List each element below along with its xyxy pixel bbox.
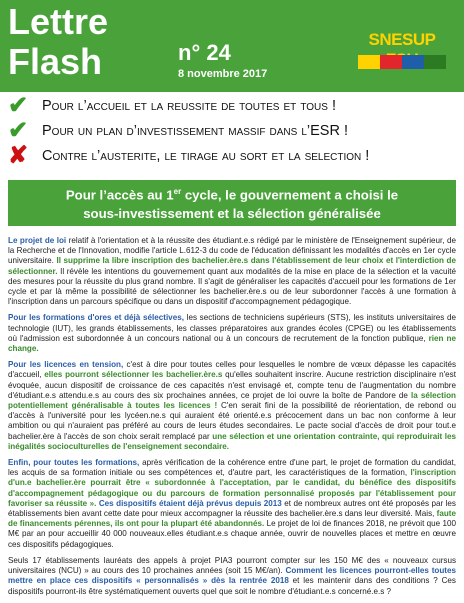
- logo-text: SNESUP: [368, 30, 436, 49]
- paragraph-text: Il révèle les intentions du gouvernement quant aux modalités de la mise en place de la sélection et la vacuité des mesures pour la réussite du plus grand nombre. Il s'agit de généraliser les capacités d'accueil pour les formations de 1er cycle et par là même la possibilité de sélectionner les bachelier.ère.s ou de leur subordonner l'accès à une formation à l'inscription dans un parcours spécifique ou dans un dispositif d'accompagnement pédagogique.: [8, 266, 456, 307]
- paragraph-text: C'en serait fini de la possibilité de réorientation, de rebond ou d'accès à l'université pour les lycéen.ne.s qui auraient été orienté.e.s précocement dans un bac non conforme à leur ambition ou qui n'auraient pas préféré au cours de leurs études secondaires. Le pacte social d'accès de droit pour tout.e bachelier.ère à l'accès de son choix serait remplacé par: [8, 401, 457, 441]
- paragraph-text: relatif à l'orientation et à la réussite des étudiant.e.s rédigé par le ministère de l'Enseignement supérieur, de la Recherche et de l'Innovation, modifie l'article L.612-3 du code de l'éducation définissant les modalités d'accès en 1er cycle universitaire.: [8, 236, 457, 266]
- article-paragraph: [8, 236, 456, 307]
- paragraph-text: c'est à dire pour toutes celles pour lesquelles le nombre de vœux dépasse les capacités d'accueil,: [8, 360, 456, 380]
- issue-date: 8 novembre 2017: [178, 68, 268, 80]
- highlighted-text: une sélection et une orientation contrainte, qui reproduirait les inégalités socioculturelles de l'enseignement secondaire.: [8, 431, 457, 451]
- slogan-text: Contre l’austerite, le tirage au sort et la selection !: [42, 148, 370, 164]
- logo-stripe-yellow: [358, 55, 380, 69]
- article-paragraph: [8, 556, 456, 597]
- paragraph-text: qu'elles souhaitent inscrire. Aucune restriction disciplinaire n'est évoquée, aucun dispositif de croissance de ces capacités n'est envisagé et, compte tenu de l'augmentation du nombre d'étudiant.e.s attendu.e.s au cours des six prochaines années, ce projet de loi ouvre la boîte de Pandore de: [8, 370, 456, 400]
- article-paragraph: [8, 360, 456, 452]
- logo-stripe-blue: [402, 55, 424, 69]
- highlighted-text: rien ne change.: [8, 333, 456, 354]
- highlighted-text: Il supprime la libre inscription des bachelier.ère.s dans l'établissement de leur choix et l'interdiction de sélectionner.: [8, 256, 456, 276]
- slogan-text: Pour un plan d’investissement massif dans l’ESR !: [42, 123, 348, 139]
- check-icon: ✔: [8, 117, 29, 144]
- slogan-item: [8, 142, 458, 169]
- highlighted-text: Pour les formations d'ores et déjà sélectives,: [8, 313, 184, 323]
- paragraph-text: Le projet de loi de finances 2018, ne prévoit que 100 M€ par an pour accueillir 40 000 nouveaux.elles étudiant.e.s chaque année, ouvrir de nouvelles places et mettre en œuvre ces dispositifs pédagogiques.: [8, 519, 457, 549]
- article-body: [8, 236, 456, 603]
- heading-part: cycle, le gouvernement a choisi le: [181, 187, 399, 203]
- check-icon: ✔: [8, 92, 29, 119]
- highlighted-text: la sélection potentiellement généralisable à toutes les licences !: [8, 390, 456, 411]
- highlighted-text: Pour les licences en tension,: [8, 360, 124, 370]
- newsletter-title-line2: Flash: [8, 41, 103, 82]
- highlighted-text: Enfin, pour toutes les formations,: [8, 458, 140, 468]
- slogan-text: Pour l’accueil et la reussite de toutes et tous !: [42, 98, 336, 114]
- heading-part: Pour l’accès au 1: [65, 187, 174, 203]
- paragraph-text: après vérification de la cohérence entre d'une part, le projet de formation du candidat, les acquis de sa formation initiale ou ses compétences et, d'autre part, les caractéristiques de la formation,: [8, 458, 456, 478]
- newsletter-title-line1: Lettre: [8, 1, 109, 42]
- logo-stripe-red: [380, 55, 402, 69]
- highlighted-text: l'inscription d'un.e bachelier.ère pourrait être « subordonnée à l'acceptation, par le candidat, du bénéfice des dispositifs d'accompagnement pédagogique ou du parcours de formation personnalisé proposés par l'établissement pour favoriser sa réussite ».: [8, 468, 456, 508]
- slogan-item: [8, 117, 458, 144]
- logo-stripe-green: [424, 55, 446, 69]
- highlighted-text: Ces dispositifs étaient déjà prévus depuis 2013: [96, 498, 282, 508]
- article-paragraph: [8, 313, 456, 354]
- section-heading-line2: sous-investissement et la sélection généralisée: [83, 206, 381, 222]
- highlighted-text: elles pourront sélectionner les bachelier.ère.s: [44, 370, 223, 380]
- cross-icon: ✘: [8, 142, 29, 169]
- issue-number: n° 24: [178, 40, 231, 65]
- paragraph-text: et de nombreux autres ont été proposés par les établissements bien avant cette date pour mieux accompagner la réussite des bachelier.ère.s dans leur diversité. Mais,: [8, 498, 456, 519]
- heading-superscript: er: [173, 187, 182, 196]
- section-heading-line1: [8, 182, 456, 204]
- section-heading-banner: [8, 180, 456, 226]
- article-paragraph: [8, 458, 456, 550]
- highlighted-text: faute de financements pérennes, ils ont pour la plupart été abandonnés.: [8, 509, 456, 529]
- slogan-list: [8, 92, 458, 171]
- snesup-fsu-logo: [352, 30, 452, 74]
- highlighted-text: Comment les licences pourront-elles toutes mettre en place ces dispositifs « personnalisés » dès la rentrée 2018: [8, 566, 456, 586]
- paragraph-text: les sections de techniciens supérieurs (STS), les instituts universitaires de technologie (IUT), les grands établissements, les classes préparatoires aux grandes écoles (CPGE) ou les établissements où l'admission est subordonnée à un concours national ou à un concours de recrutement de la fonction publique,: [8, 313, 456, 343]
- highlighted-text: Le projet de loi: [8, 236, 67, 245]
- slogan-item: [8, 92, 458, 119]
- logo-color-strip: [358, 55, 446, 69]
- header-banner: [0, 0, 464, 92]
- paragraph-text: Seuls 17 établissements lauréats des appels à projet PIA3 pourront compter sur les 150 M€ des « nouveaux cursus universitaires (NCU) » au cours des 10 prochaines années (soit 15 M€/an).: [8, 555, 456, 576]
- paragraph-text: et les maintenir dans des conditions ? Ces dispositifs pourront-ils être systématiquement ouverts quel que soit le nombre d'étudiant.e.s concerné.e.s ?: [8, 576, 456, 596]
